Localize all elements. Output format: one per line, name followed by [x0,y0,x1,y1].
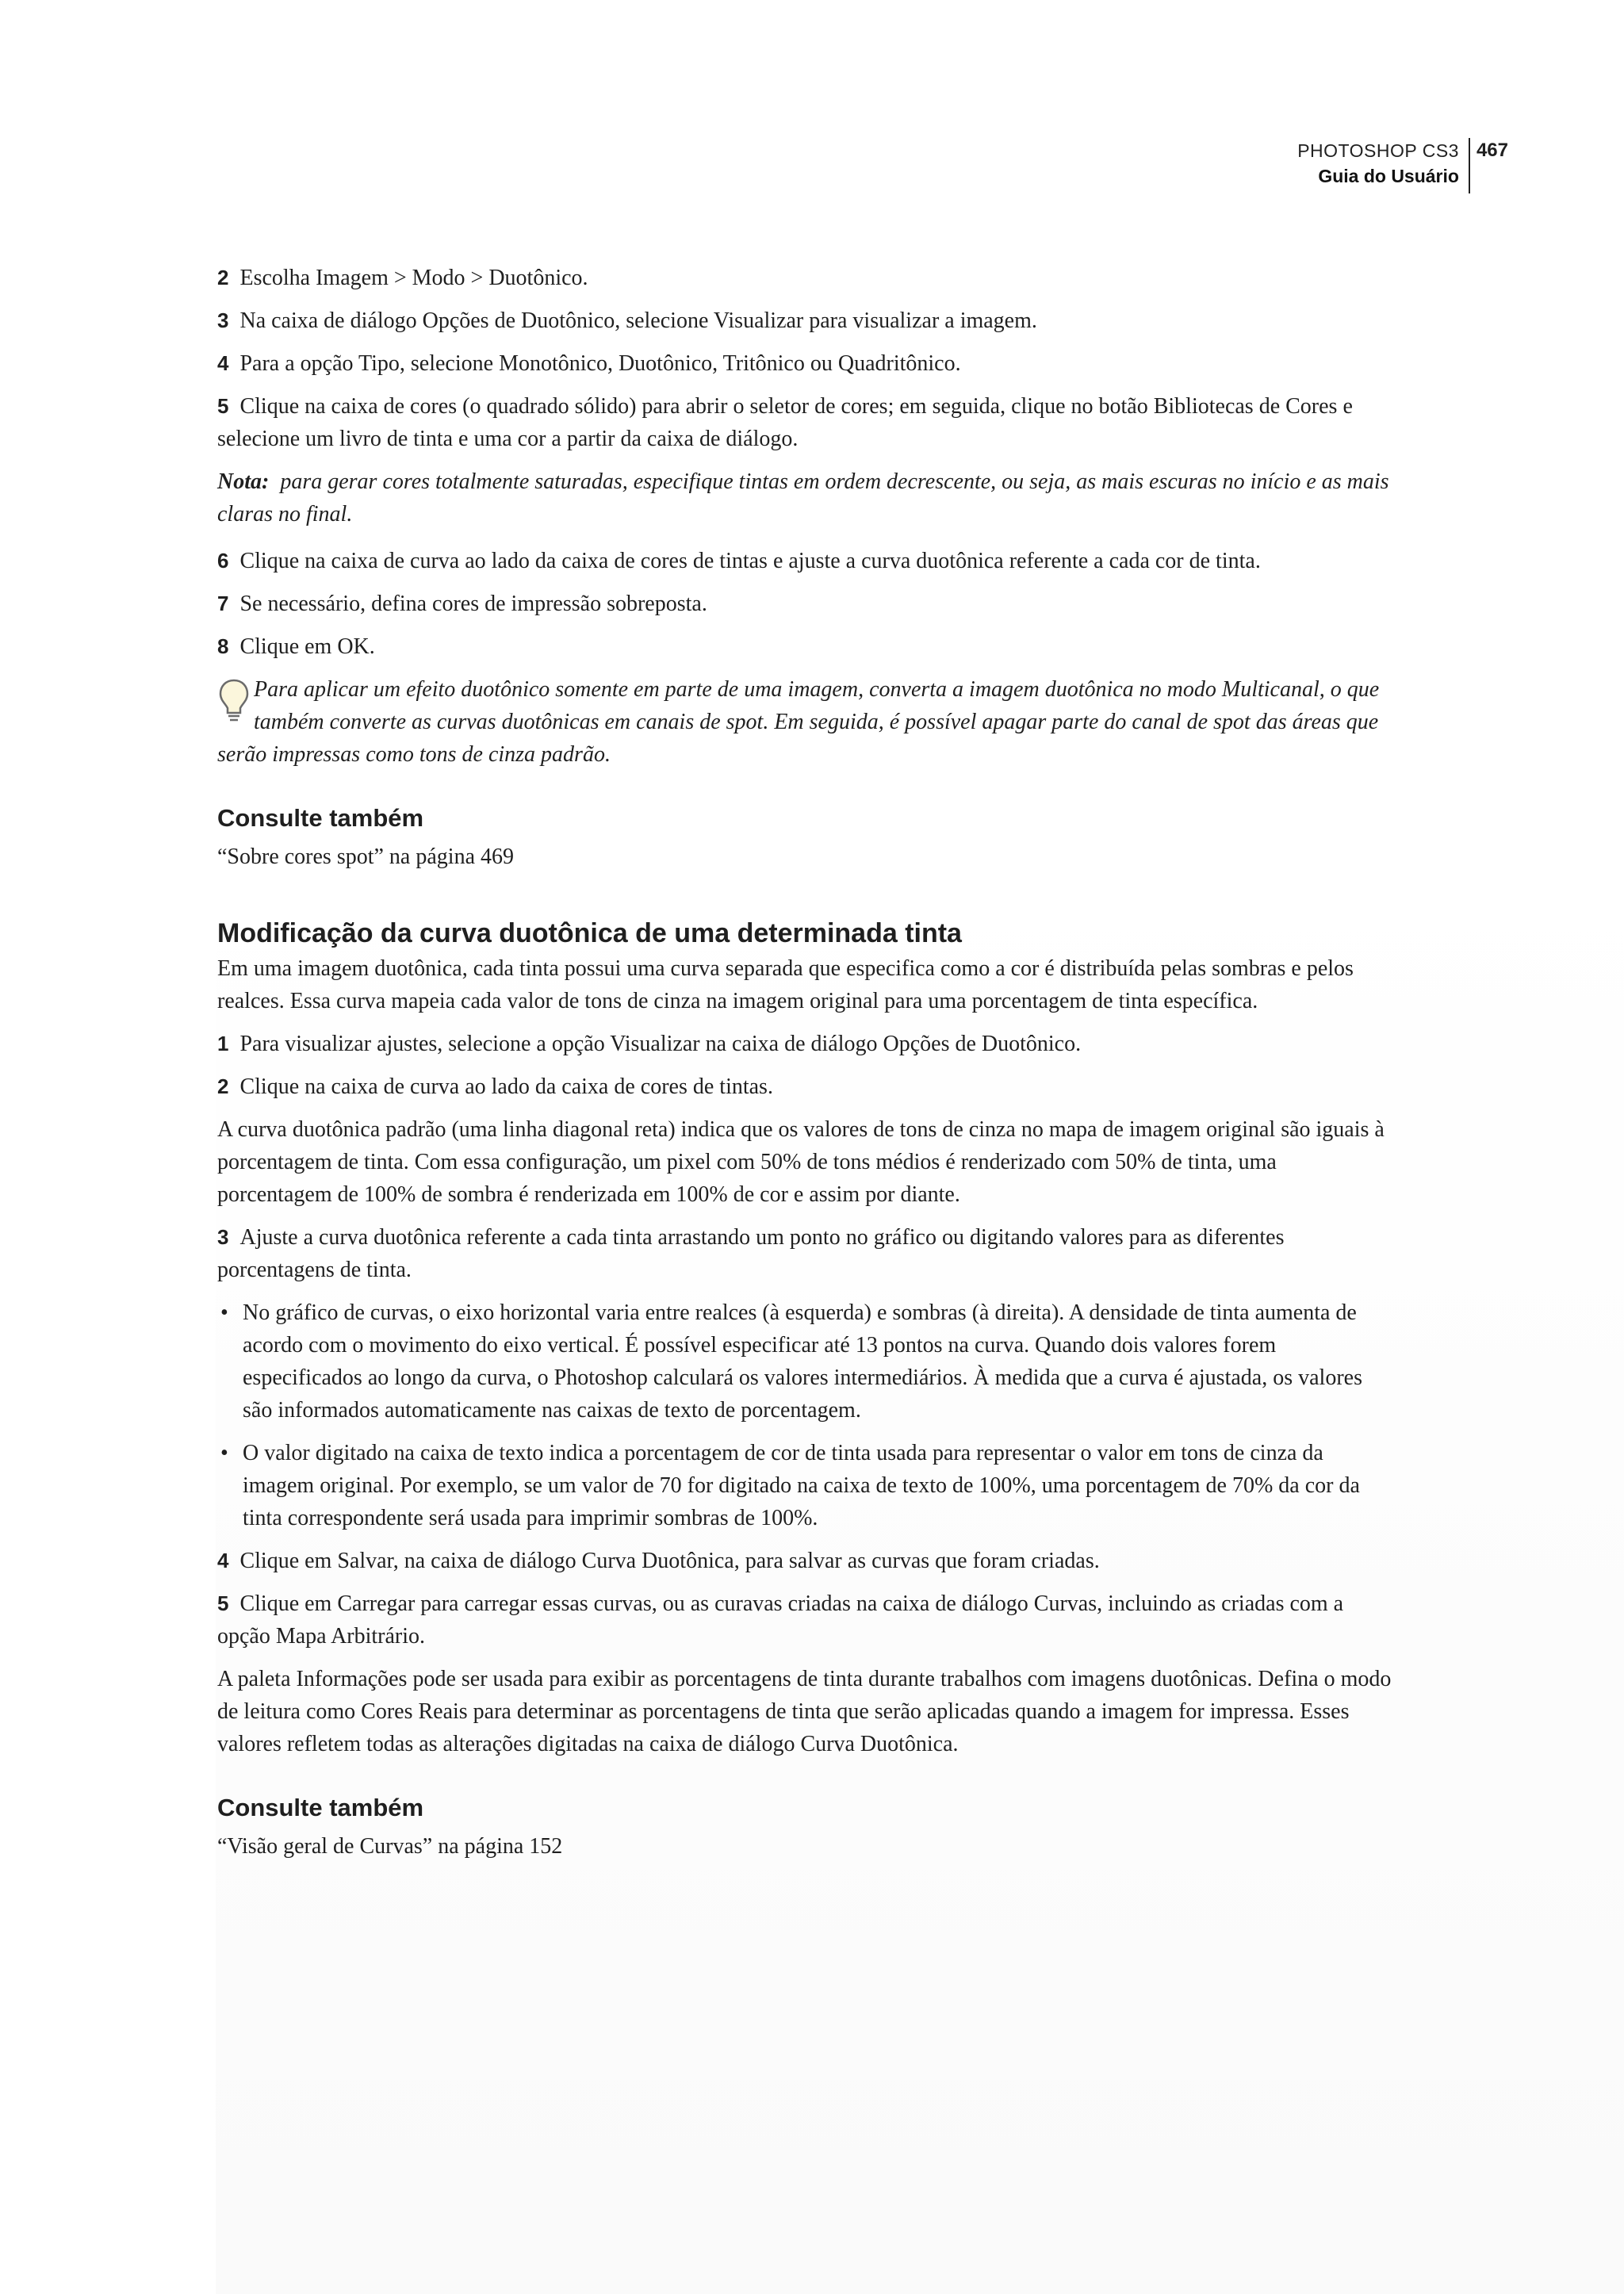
see-also-link[interactable]: “Visão geral de Curvas” na página 152 [217,1834,563,1859]
note-paragraph [217,465,1396,530]
step-item [217,347,1396,380]
note-label: Nota: [217,469,270,494]
step-item [217,1070,1396,1103]
step-text: Escolha Imagem > Modo > Duotônico. [239,266,588,290]
step-item [217,1587,1396,1653]
step-text: Clique na caixa de cores (o quadrado sólido) para abrir o seletor de cores; em seguida, clique no botão Bibliotecas de Cores e selecione um livro de tinta e uma cor a partir da caixa de diálogo. [217,394,1353,451]
step-item [217,630,1396,663]
list-item: • No gráfico de curvas, o eixo horizontal varia entre realces (à esquerda) e sombras (à direita). A densidade de tinta aumenta de acordo com o movimento do eixo vertical. É possível especificar até 13 pontos na curva. Quando dois valores forem especificados ao longo da curva, o Photoshop calculará os valores intermediários. À medida que a curva é ajustada, os valores são informados automaticamente nas caixas de texto de porcentagem. [217,1296,1396,1427]
lightbulb-icon [217,678,251,724]
body-paragraph: A paleta Informações pode ser usada para exibir as porcentagens de tinta durante trabalhos com imagens duotônicas. Defina o modo de leitura como Cores Reais para determinar as porcentagens de tinta que serão aplicadas quando a imagem for impressa. Esses valores refletem todas as alterações digitadas na caixa de diálogo Curva Duotônica. [217,1667,1392,1756]
step-number: 5 [217,1591,229,1615]
step-number: 2 [217,1074,229,1098]
step-number: 3 [217,308,229,332]
bullet-list [217,1296,1396,1534]
step-item [217,304,1396,337]
header-guide: Guia do Usuário [1318,166,1459,186]
step-item [217,1221,1396,1286]
tip-text: Para aplicar um efeito duotônico somente em parte de uma imagem, converta a imagem duotônica no modo Multicanal, o que também converte as curvas duotônicas em canais de spot. Em seguida, é possível apagar parte do canal de spot das áreas que serão impressas como tons de cinza padrão. [217,677,1380,767]
tip-paragraph [217,673,1396,771]
step-number: 7 [217,592,229,615]
step-text: Na caixa de diálogo Opções de Duotônico, selecione Visualizar para visualizar a imagem. [239,308,1037,333]
page-number: 467 [1476,140,1508,161]
see-also-link[interactable]: “Sobre cores spot” na página 469 [217,844,514,869]
page-content [217,262,1396,1894]
body-paragraph: A curva duotônica padrão (uma linha diagonal reta) indica que os valores de tons de cinza no mapa de imagem original são iguais à porcentagem de tinta. Com essa configuração, um pixel com 50% de tons médios é renderizado com 50% de tinta, uma porcentagem de 100% de sombra é renderizada em 100% de cor e assim por diante. [217,1117,1385,1207]
step-number: 6 [217,549,229,573]
note-text: para gerar cores totalmente saturadas, especifique tintas em ordem decrescente, ou seja, as mais escuras no início e as mais claras no final. [217,469,1389,527]
step-item [217,545,1396,577]
page-header [1297,138,1508,193]
step-text: Se necessário, defina cores de impressão sobreposta. [239,592,707,616]
step-item [217,262,1396,294]
section-intro: Em uma imagem duotônica, cada tinta possui uma curva separada que especifica como a cor é distribuída pelas sombras e pelos realces. Essa curva mapeia cada valor de tons de cinza na imagem original para uma porcentagem de tinta específica. [217,956,1354,1013]
see-also-heading: Consulte também [217,804,424,832]
step-text: Clique em Carregar para carregar essas curvas, ou as curavas criadas na caixa de diálogo Curvas, incluindo as criadas com a opção Mapa Arbitrário. [217,1591,1344,1649]
step-number: 4 [217,1549,229,1572]
section-heading: Modificação da curva duotônica de uma determinada tinta [217,918,962,948]
header-product: PHOTOSHOP CS3 [1297,140,1459,161]
step-number: 1 [217,1032,229,1055]
step-text: Para a opção Tipo, selecione Monotônico, Duotônico, Tritônico ou Quadritônico. [239,351,961,376]
step-item [217,1028,1396,1060]
step-number: 2 [217,266,229,289]
step-number: 8 [217,634,229,658]
step-text: Clique na caixa de curva ao lado da caixa de cores de tintas. [239,1074,773,1099]
step-text: Para visualizar ajustes, selecione a opção Visualizar na caixa de diálogo Opções de Duotônico. [239,1032,1082,1056]
list-item: • O valor digitado na caixa de texto indica a porcentagem de cor de tinta usada para representar o valor em tons de cinza da imagem original. Por exemplo, se um valor de 70 for digitado na caixa de texto de 100%, uma porcentagem de 70% da cor da tinta correspondente será usada para imprimir sombras de 100%. [217,1437,1396,1534]
step-number: 3 [217,1225,229,1249]
step-text: Clique em Salvar, na caixa de diálogo Curva Duotônica, para salvar as curvas que foram criadas. [239,1549,1100,1573]
step-number: 5 [217,394,229,418]
step-item [217,390,1396,455]
step-number: 4 [217,351,229,375]
see-also-heading: Consulte também [217,1794,424,1821]
header-titles [1297,138,1469,189]
step-text: Clique em OK. [239,634,375,659]
step-item [217,588,1396,620]
step-text: Ajuste a curva duotônica referente a cada tinta arrastando um ponto no gráfico ou digitando valores para as diferentes porcentagens de tinta. [217,1225,1285,1282]
step-item [217,1545,1396,1577]
step-text: Clique na caixa de curva ao lado da caixa de cores de tintas e ajuste a curva duotônica referente a cada cor de tinta. [239,549,1261,573]
